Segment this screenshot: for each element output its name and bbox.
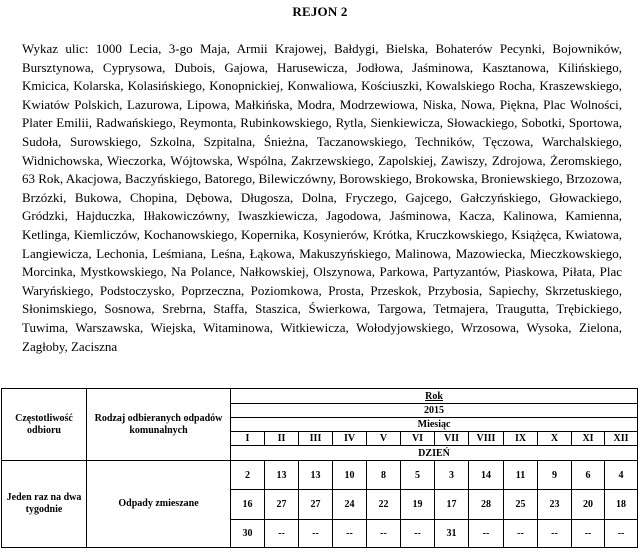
day-cell: 17 bbox=[435, 490, 469, 520]
month-cell: I bbox=[231, 432, 265, 446]
day-cell: -- bbox=[605, 520, 638, 548]
day-cell: 24 bbox=[333, 490, 367, 520]
collection-schedule-table bbox=[1, 388, 638, 548]
day-cell: -- bbox=[265, 520, 299, 548]
day-cell: 13 bbox=[299, 461, 333, 490]
day-cell: 31 bbox=[435, 520, 469, 548]
day-cell: -- bbox=[504, 520, 538, 548]
month-cell: VI bbox=[401, 432, 435, 446]
day-cell: 28 bbox=[469, 490, 504, 520]
day-cell: 11 bbox=[504, 461, 538, 490]
day-cell: 23 bbox=[538, 490, 572, 520]
month-cell: V bbox=[367, 432, 401, 446]
day-header: DZIEŃ bbox=[231, 446, 638, 461]
year-header: Rok bbox=[231, 389, 638, 404]
day-cell: 8 bbox=[367, 461, 401, 490]
day-cell: 3 bbox=[435, 461, 469, 490]
day-cell: -- bbox=[333, 520, 367, 548]
day-cell: 13 bbox=[265, 461, 299, 490]
day-cell: 19 bbox=[401, 490, 435, 520]
month-cell: IX bbox=[504, 432, 538, 446]
table-row bbox=[2, 461, 638, 490]
day-cell: 27 bbox=[299, 490, 333, 520]
month-cell: XI bbox=[572, 432, 605, 446]
year-value: 2015 bbox=[231, 404, 638, 418]
page-title: REJON 2 bbox=[292, 4, 348, 19]
month-cell: IV bbox=[333, 432, 367, 446]
month-cell: XII bbox=[605, 432, 638, 446]
waste-type-value: Odpady zmieszane bbox=[87, 461, 231, 548]
day-cell: -- bbox=[469, 520, 504, 548]
day-cell: 6 bbox=[572, 461, 605, 490]
month-cell: VII bbox=[435, 432, 469, 446]
day-cell: 10 bbox=[333, 461, 367, 490]
day-cell: 2 bbox=[231, 461, 265, 490]
month-cell: X bbox=[538, 432, 572, 446]
day-cell: -- bbox=[538, 520, 572, 548]
day-cell: 27 bbox=[265, 490, 299, 520]
frequency-header: Częstotliwość odbioru bbox=[2, 389, 87, 461]
day-cell: 9 bbox=[538, 461, 572, 490]
day-cell: -- bbox=[367, 520, 401, 548]
month-cell: VIII bbox=[469, 432, 504, 446]
day-cell: 30 bbox=[231, 520, 265, 548]
street-list: Wykaz ulic: 1000 Lecia, 3-go Maja, Armii Krajowej, Bałdygi, Bielska, Bohaterów Pecynki, Bojowników, Bursztynowa, Cyprysowa, Dubois, Gajowa, Harusewicza, Jodłowa, Jaśminowa, Kasztanowa, Kilińskiego, Kmicica, Kolarska, Kolasińskiego, Konopnickiej, Konwaliowa, Kościuszki, Kowalskiego Rocha, Kraszewskiego, Kwiatów Polskich, Lazurowa, Lipowa, Małkińska, Modra, Modrzewiowa, Niska, Nowa, Piękna, Plac Wolności, Plater Emilii, Radwańskiego, Reymonta, Rubinkowskiego, Rytla, Sienkiewicza, Słowackiego, Sobotki, Sportowa, Sudoła, Surowskiego, Szkolna, Szpitalna, Śnieżna, Taczanowskiego, Techników, Tęczowa, Warchalskiego, Widnichowska, Wieczorka, Wójtowska, Wspólna, Zakrzewskiego, Zapolskiej, Zawiszy, Zdrojowa, Żeromskiego, 63 Rok, Akacjowa, Baczyńskiego, Batorego, Bilewiczówny, Borowskiego, Brokowska, Broniewskiego, Brzozowa, Brzózki, Bukowa, Chopina, Dębowa, Długosza, Dolna, Fryczego, Gajcego, Gałczyńskiego, Głowackiego, Gródzki, Hajduczka, Iłłakowiczówny, Iwaszkiewicza, Jagodowa, Jaśminowa, Kacza, Kalinowa, Kamienna, Ketlinga, Kiemliczów, Kochanowskiego, Kopernika, Kosynierów, Krótka, Kruczkowskiego, Książęca, Kwiatowa, Langiewicza, Lechonia, Leśmiana, Leśna, Łąkowa, Makuszyńskiego, Malinowa, Mazowiecka, Mieczkowskiego, Morcinka, Mystkowskiego, Na Polance, Nałkowskiej, Olszynowa, Parkowa, Partyzantów, Piaskowa, Piłata, Plac Waryńskiego, Podstoczysko, Poprzeczna, Poziomkowa, Prosta, Przeskok, Przybosia, Sapiechy, Skrzetuskiego, Słonimskiego, Sosnowa, Srebrna, Staffa, Staszica, Świerkowa, Targowa, Tetmajera, Traugutta, Trębickiego, Tuwima, Warszawska, Wiejska, Witaminowa, Witkiewicza, Wołodyjowskiego, Wrzosowa, Wysoka, Zielona, Zagłoby, Zaciszna bbox=[22, 41, 622, 354]
month-cell: II bbox=[265, 432, 299, 446]
day-cell: -- bbox=[299, 520, 333, 548]
day-cell: 16 bbox=[231, 490, 265, 520]
day-cell: 22 bbox=[367, 490, 401, 520]
day-cell: 5 bbox=[401, 461, 435, 490]
day-cell: 25 bbox=[504, 490, 538, 520]
day-cell: 14 bbox=[469, 461, 504, 490]
frequency-value: Jeden raz na dwa tygodnie bbox=[2, 461, 87, 548]
day-cell: 4 bbox=[605, 461, 638, 490]
month-header: Miesiąc bbox=[231, 418, 638, 432]
day-cell: -- bbox=[401, 520, 435, 548]
month-cell: III bbox=[299, 432, 333, 446]
day-cell: 20 bbox=[572, 490, 605, 520]
waste-type-header: Rodzaj odbieranych odpadów komunalnych bbox=[87, 389, 231, 461]
day-cell: -- bbox=[572, 520, 605, 548]
day-cell: 18 bbox=[605, 490, 638, 520]
